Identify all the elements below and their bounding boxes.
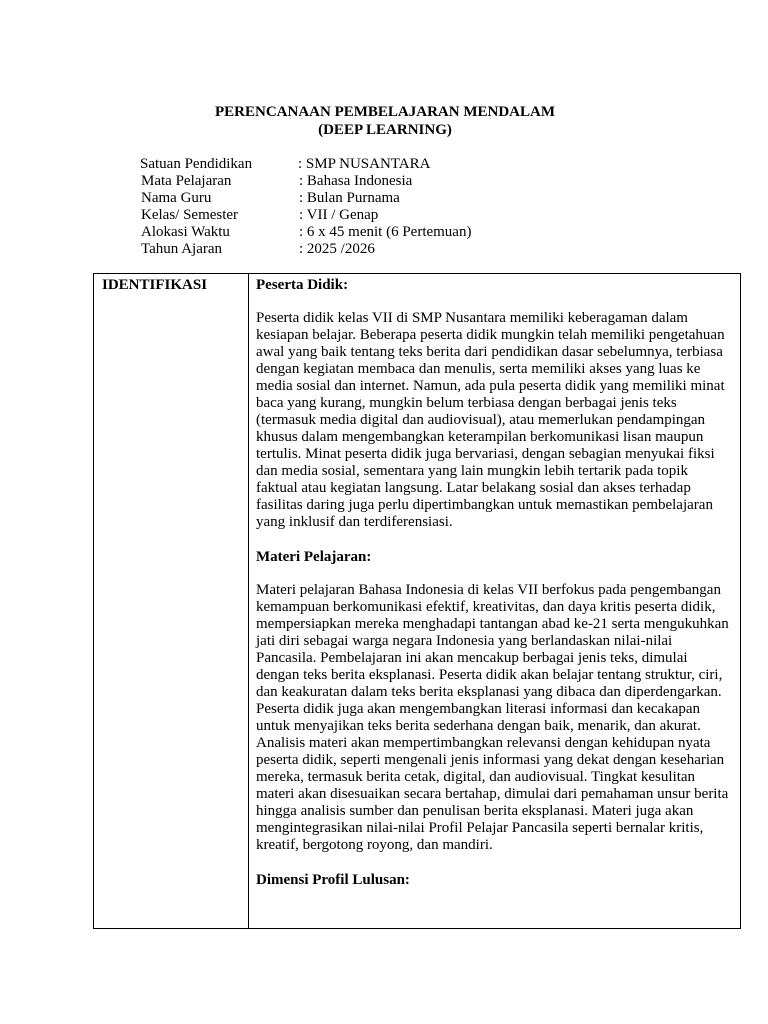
table-label-column <box>94 274 249 928</box>
info-row-mapel <box>141 173 471 190</box>
info-label: Alokasi Waktu <box>141 224 230 240</box>
info-row-guru <box>141 190 471 207</box>
info-label: Nama Guru <box>141 190 212 206</box>
info-row-tahun <box>141 241 471 258</box>
dimensi-heading: Dimensi Profil Lulusan: <box>256 872 410 888</box>
info-row-alokasi <box>141 224 471 241</box>
info-value: : VII / Genap <box>299 207 379 223</box>
info-row-satuan <box>141 156 471 173</box>
materi-text: Materi pelajaran Bahasa Indonesia di kelas VII berfokus pada pengembangan kemampuan berkomunikasi efektif, kreativitas, dan daya kritis peserta didik, mempersiapkan mereka menghadapi tantangan abad ke-21 serta mengukuhkan jati diri sebagai warga negara Indonesia yang berlandaskan nilai-nilai Pancasila. Pembelajaran ini akan mencakup berbagai jenis teks, dimulai dengan teks berita eksplanasi. Peserta didik akan belajar tentang struktur, ciri, dan keakuratan dalam teks berita eksplanasi yang dibaca dan diperdengarkan. Peserta didik juga akan mengembangkan literasi informasi dan kecakapan untuk menyajikan teks berita sederhana dengan baik, menarik, dan akurat. Analisis materi akan mempertimbangkan relevansi dengan kehidupan nyata peserta didik, seperti mengenali jenis informasi yang dekat dengan keseharian mereka, termasuk berita cetak, digital, dan audiovisual. Tingkat kesulitan materi akan disesuaikan secara bertahap, dimulai dari pemahaman unsur berita hingga analisis sumber dan penulisan berita eksplanasi. Materi juga akan mengintegrasikan nilai-nilai Profil Pelajar Pancasila seperti bernalar kritis, kreatif, bergotong royong, dan mandiri. <box>256 582 729 853</box>
materi-heading: Materi Pelajaran: <box>256 549 372 565</box>
peserta-didik-heading: Peserta Didik: <box>256 277 349 293</box>
document-title <box>0 103 768 139</box>
info-label: Tahun Ajaran <box>141 241 223 257</box>
info-label: Kelas/ Semester <box>141 207 239 223</box>
info-value: : SMP NUSANTARA <box>298 156 431 172</box>
title-line-1: PERENCANAAN PEMBELAJARAN MENDALAM <box>215 104 555 120</box>
title-line-2: (DEEP LEARNING) <box>318 122 452 138</box>
info-label: Satuan Pendidikan <box>140 156 253 172</box>
info-label: Mata Pelajaran <box>141 173 232 189</box>
table-content-column <box>249 274 740 928</box>
identification-table <box>93 273 741 929</box>
info-value: : Bulan Purnama <box>299 190 400 206</box>
identity-info <box>141 156 471 258</box>
info-value: : 6 x 45 menit (6 Pertemuan) <box>299 224 472 240</box>
section-label: IDENTIFIKASI <box>102 277 208 293</box>
peserta-didik-text: Peserta didik kelas VII di SMP Nusantara memiliki keberagaman dalam kesiapan belajar. Beberapa peserta didik mungkin telah memiliki pengetahuan awal yang baik tentang teks berita dari pendidikan dasar sebelumnya, terbiasa dengan kegiatan membaca dan menulis, serta memiliki akses yang luas ke media sosial dan internet. Namun, ada pula peserta didik yang memiliki minat baca yang kurang, mungkin belum terbiasa dengan berbagai jenis teks (termasuk media digital dan audiovisual), atau memerlukan pendampingan khusus dalam mengembangkan keterampilan berkomunikasi lisan maupun tertulis. Minat peserta didik juga bervariasi, dengan sebagian menyukai fiksi dan media sosial, sementara yang lain mungkin lebih tertarik pada topik faktual atau kegiatan langsung. Latar belakang sosial dan akses terhadap fasilitas daring juga perlu dipertimbangkan untuk memastikan pembelajaran yang inklusif dan terdiferensiasi. <box>256 310 725 530</box>
info-row-kelas <box>141 207 471 224</box>
info-value: : 2025 /2026 <box>299 241 375 257</box>
info-value: : Bahasa Indonesia <box>299 173 413 189</box>
